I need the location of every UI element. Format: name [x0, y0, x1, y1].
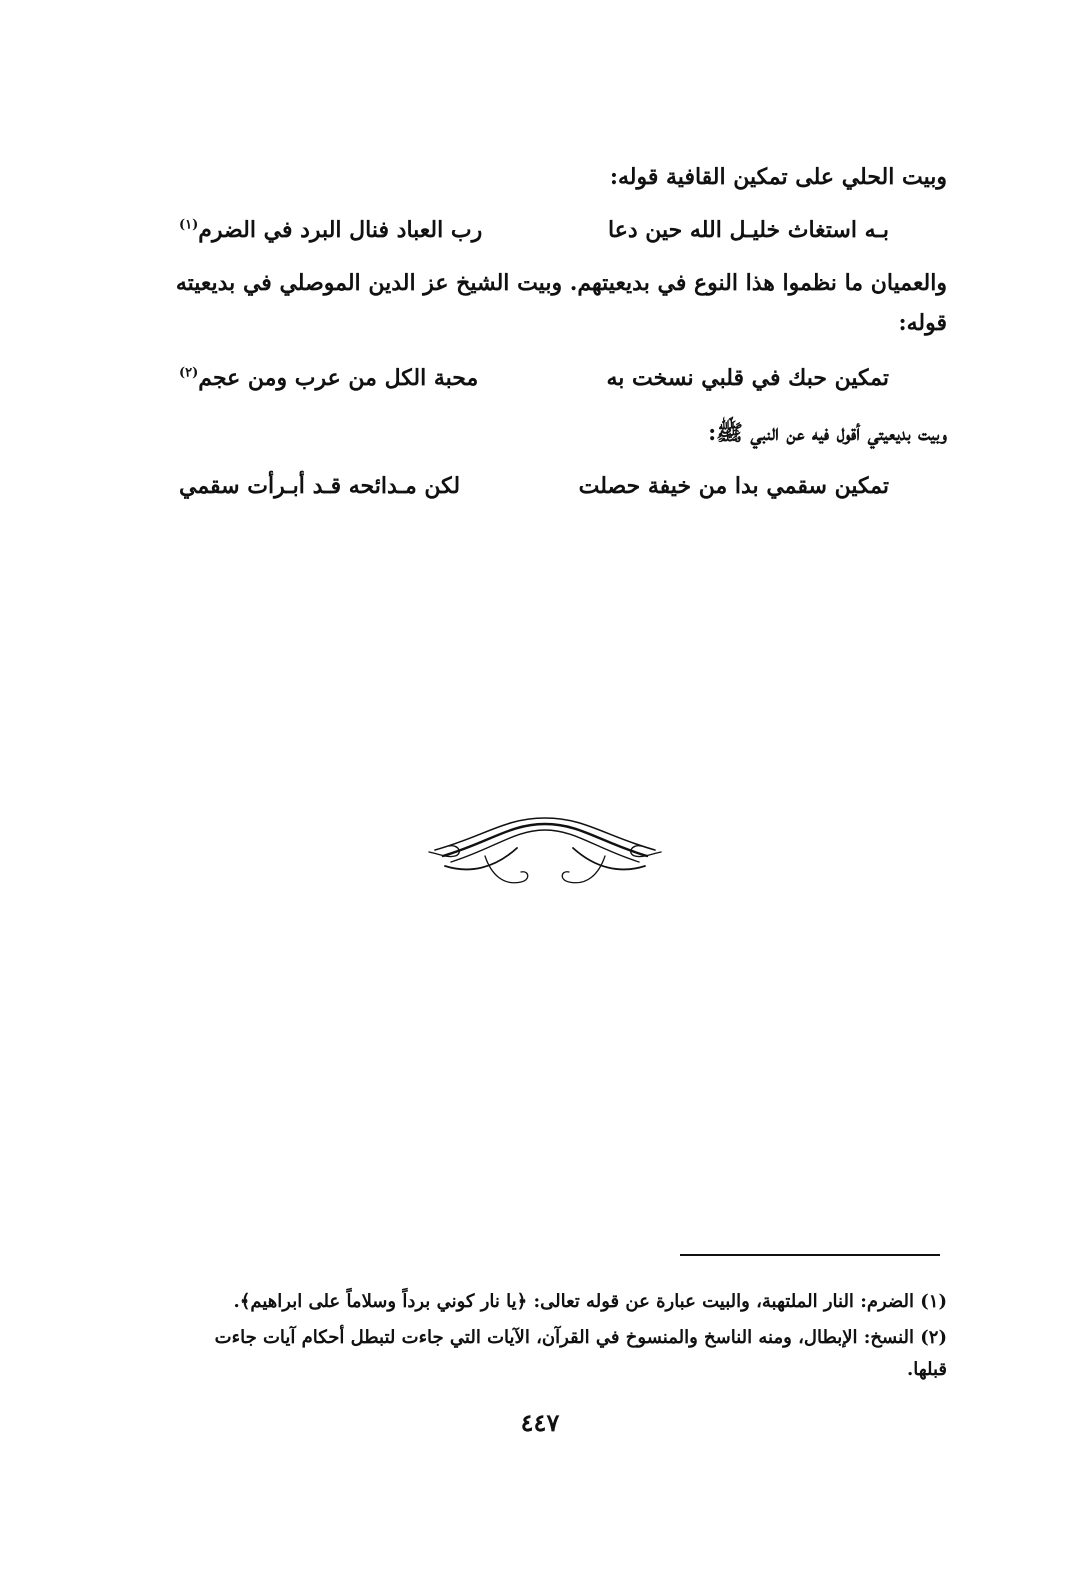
intro-line-3: وبيت بديعيتي أقول فيه عن النبي ﷺ: — [708, 420, 947, 446]
verse-2-first-hemistich: تمكين حبك في قلبي نسخت به — [606, 365, 889, 391]
footnote-separator — [680, 1254, 940, 1256]
paragraph-2-line-2: قوله: — [898, 310, 947, 336]
verse-3 — [179, 470, 889, 502]
ornament-flourish-icon — [425, 808, 665, 898]
footnote-ref-1: (١) — [179, 217, 199, 233]
footnote-2-line-2: قبلها. — [906, 1359, 947, 1380]
verse-1-first-hemistich: بـه استغاث خليـل الله حين دعا — [607, 217, 889, 243]
verse-2-second-hemistich-text: محبة الكل من عرب ومن عجم — [198, 365, 479, 391]
footnote-2-line-1: (٢) النسخ: الإبطال، ومنه الناسخ والمنسوخ في القرآن، الآيات التي جاءت لتبطل أحكام آيات جاءت — [214, 1327, 947, 1348]
footnote-1: (١) الضرم: النار الملتهبة، والبيت عبارة عن قوله تعالى: ﴿يا نار كوني برداً وسلاماً على ابراهيم﴾. — [233, 1291, 947, 1312]
footnote-ref-2: (٢) — [179, 365, 199, 381]
verse-3-first-hemistich: تمكين سقمي بدا من خيفة حصلت — [578, 473, 889, 499]
verse-1-second-hemistich — [179, 214, 482, 246]
verse-3-second-hemistich: لكن مـدائحه قـد أبـرأت سقمي — [179, 473, 461, 499]
intro-line-1: وبيت الحلي على تمكين القافية قوله: — [609, 164, 947, 190]
paragraph-2-line-1: والعميان ما نظموا هذا النوع في بديعيتهم. وبيت الشيخ عز الدين الموصلي في بديعيته — [175, 270, 947, 296]
verse-2 — [179, 362, 889, 394]
page-number: ٤٤٧ — [520, 1408, 560, 1437]
verse-1 — [179, 214, 889, 246]
verse-2-second-hemistich — [179, 362, 478, 394]
verse-1-second-hemistich-text: رب العباد فنال البرد في الضرم — [198, 217, 483, 243]
